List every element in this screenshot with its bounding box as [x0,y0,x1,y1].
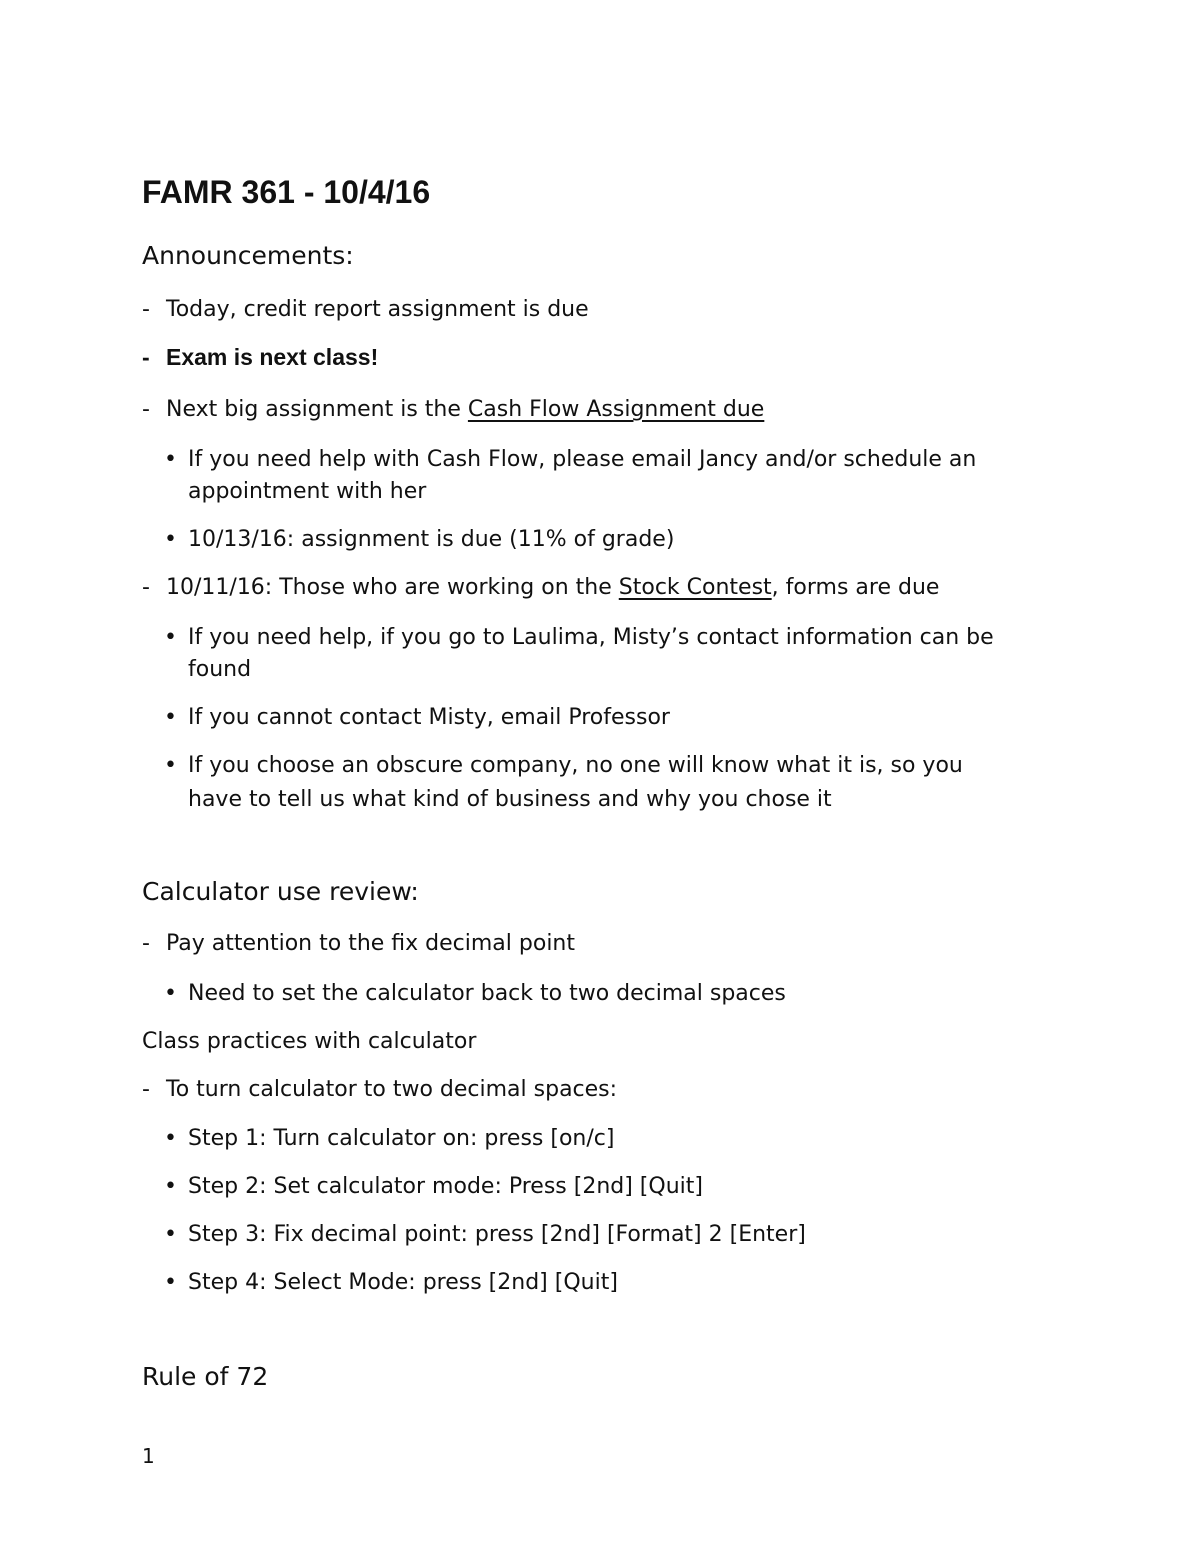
list-item-text: Today, credit report assignment is due [166,297,589,322]
bullet-marker: • [164,527,177,552]
exam-notice: Exam is next class! [166,344,379,370]
sub-list-item-continuation: found [188,657,252,682]
list-item [142,1073,617,1106]
dash-marker: - [142,297,150,322]
list-item-text: 10/11/16: Those who are working on the [166,575,619,600]
sub-list-item-text: If you need help, if you go to Laulima, Misty’s contact information can be [188,625,994,650]
list-item [142,341,378,374]
sub-list-item-text: If you choose an obscure company, no one will know what it is, so you [188,753,963,778]
list-item-text: To turn calculator to two decimal spaces: [166,1077,618,1102]
bullet-marker: • [164,705,177,730]
sub-list-item-text: 10/13/16: assignment is due (11% of grade) [188,527,675,552]
announcements-heading: Announcements: [142,241,354,270]
cash-flow-assignment-text: Cash Flow Assignment due [467,397,765,422]
bullet-marker: • [164,1222,177,1247]
document-title: FAMR 361 - 10/4/16 [142,174,431,210]
bullet-marker: • [164,1126,177,1151]
step-text: Step 4: Select Mode: press [2nd] [Quit] [188,1270,618,1295]
dash-marker: - [142,575,150,600]
bullet-marker: • [164,1270,177,1295]
calculator-heading: Calculator use review: [142,877,419,906]
bullet-marker: • [164,1174,177,1199]
step-text: Step 2: Set calculator mode: Press [2nd] [Quit] [188,1174,703,1199]
step-text: Step 1: Turn calculator on: press [on/c] [188,1126,615,1151]
sub-list-item [164,701,670,734]
sub-list-item [164,523,674,556]
dash-marker: - [142,1077,150,1102]
list-item-text: Next big assignment is the [166,397,468,422]
bullet-marker: • [164,981,177,1006]
step-item [164,1122,614,1155]
sub-list-item [164,621,994,654]
list-item [142,293,589,326]
list-item [142,927,575,960]
sub-list-item-text: If you need help with Cash Flow, please email Jancy and/or schedule an [188,447,977,472]
list-item-text-suffix: , forms are due [771,575,940,600]
sub-list-item [164,977,786,1010]
bullet-marker: • [164,753,177,778]
sub-list-item [164,443,976,476]
sub-list-item-text: If you cannot contact Misty, email Professor [188,705,670,730]
bullet-marker: • [164,625,177,650]
stock-contest-text: Stock Contest [618,575,772,600]
list-item [142,571,939,604]
sub-list-item-continuation: appointment with her [188,479,427,504]
rule-of-72-heading: Rule of 72 [142,1362,269,1391]
step-text: Step 3: Fix decimal point: press [2nd] [Format] 2 [Enter] [188,1222,806,1247]
step-item [164,1218,806,1251]
sub-list-item-text: Need to set the calculator back to two decimal spaces [188,981,786,1006]
dash-marker: - [142,931,150,956]
dash-marker: - [142,397,150,422]
list-item [142,393,764,426]
list-item-text: Pay attention to the fix decimal point [166,931,575,956]
page-number: 1 [142,1444,155,1468]
step-item [164,1266,618,1299]
dash-marker: - [142,344,150,370]
sub-list-item-continuation: have to tell us what kind of business and why you chose it [188,787,832,812]
bullet-marker: • [164,447,177,472]
step-item [164,1170,703,1203]
practice-text: Class practices with calculator [142,1029,477,1054]
sub-list-item [164,749,963,782]
